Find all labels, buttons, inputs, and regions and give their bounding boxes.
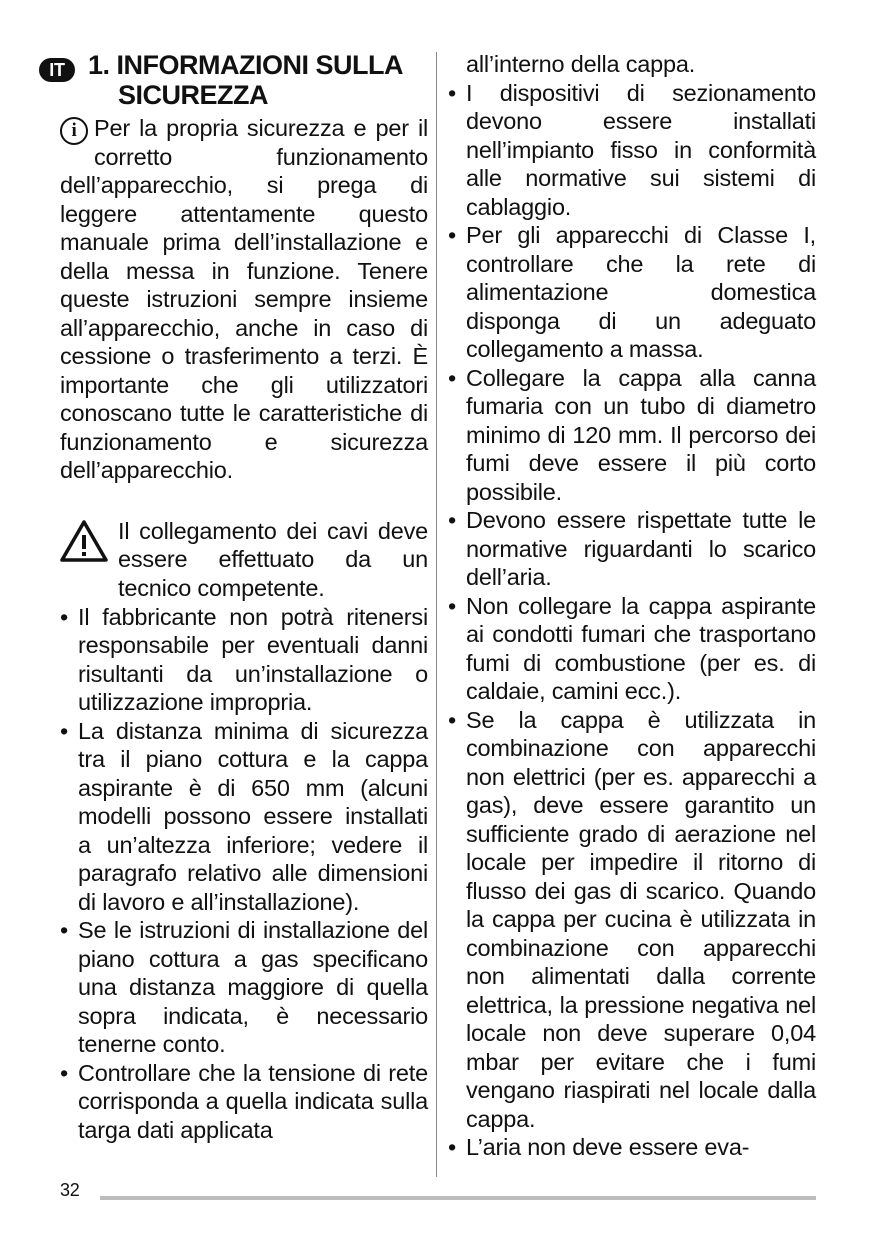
list-item: • Il fabbricante non potrà ritenersi responsabile per eventuali danni risultanti da un’installazione o utilizzazione impropria. [60,603,428,717]
section-title-line1: 1. INFORMAZIONI SULLA [88,50,403,80]
section-header [49,50,428,112]
left-column [49,50,428,1144]
list-item: • La distanza minima di sicurezza tra il piano cottura e la cappa aspirante è di 650 mm (alcuni modelli possono essere installati a un’altezza inferiore; vedere il paragrafo relativo alle dimensioni di lavoro e all’installazione). [60,717,428,917]
list-item: • Se la cappa è utilizzata in combinazione con apparecchi non elettrici (per es. apparecchi a gas), deve essere garantito un sufficiente grado di aerazione nel locale per impedire il ritorno di flusso dei gas di scarico. Quando la cappa per cucina è utilizzata in combinazione con apparecchi non alimentati dalla corrente elettrica, la pressione negativa nel locale non deve superare 0,04 mbar per evitare che i fumi vengano riaspirati nel locale dalla cappa. [448,706,816,1134]
right-column [448,50,816,1162]
column-divider [436,52,437,1177]
page-number: 32 [60,1180,80,1200]
list-item: • Se le istruzioni di installazione del piano cottura a gas specificano una distanza maggiore di quella sopra indicata, è necessario tenerne conto. [60,916,428,1059]
language-badge: IT [39,58,75,82]
left-bullet-list [60,603,428,1145]
list-item: • Non collegare la cappa aspirante ai condotti fumari che trasportano fumi di combustione (per es. di caldaie, camini ecc.). [448,592,816,706]
intro-text: Per la propria sicurezza e per il corretto funzionamento dell’apparecchio, si prega di leggere attentamente questo manuale prima dell’installazione e della messa in funzione. Tenere queste istruzioni sempre insieme all’apparecchio, anche in caso di cessione o trasferimento a terzi. È importante che gli utilizzatori conoscano tutte le caratteristiche di funzionamento e sicurezza dell’apparecchio. [60,115,428,483]
list-item: • L’aria non deve essere eva- [448,1133,816,1162]
list-item: • Devono essere rispettate tutte le normative riguardanti lo scarico dell’aria. [448,506,816,592]
continuation-text: all’interno della cappa. [466,51,696,77]
footer-rule [100,1196,816,1200]
list-item: • Per gli apparecchi di Classe I, controllare che la rete di alimentazione domestica disponga di un adeguato collegamento a massa. [448,221,816,364]
right-bullet-list [448,79,816,1162]
list-item: • I dispositivi di sezionamento devono essere installati nell’impianto fisso in conformità alle normative sui sistemi di cablaggio. [448,79,816,222]
section-title [88,50,403,110]
info-icon: i [60,117,88,145]
list-item: • Controllare che la tensione di rete corrisponda a quella indicata sulla targa dati applicata [60,1059,428,1145]
list-item: • Collegare la cappa alla canna fumaria con un tubo di diametro minimo di 120 mm. Il percorso dei fumi deve essere il più corto possibile. [448,364,816,507]
warning-triangle-icon [60,519,108,563]
warning-text: Il collegamento dei cavi deve essere effettuato da un tecnico competente. [118,517,428,601]
warning-block [60,517,428,603]
intro-block [60,114,428,485]
section-title-line2: SICUREZZA [118,80,268,110]
